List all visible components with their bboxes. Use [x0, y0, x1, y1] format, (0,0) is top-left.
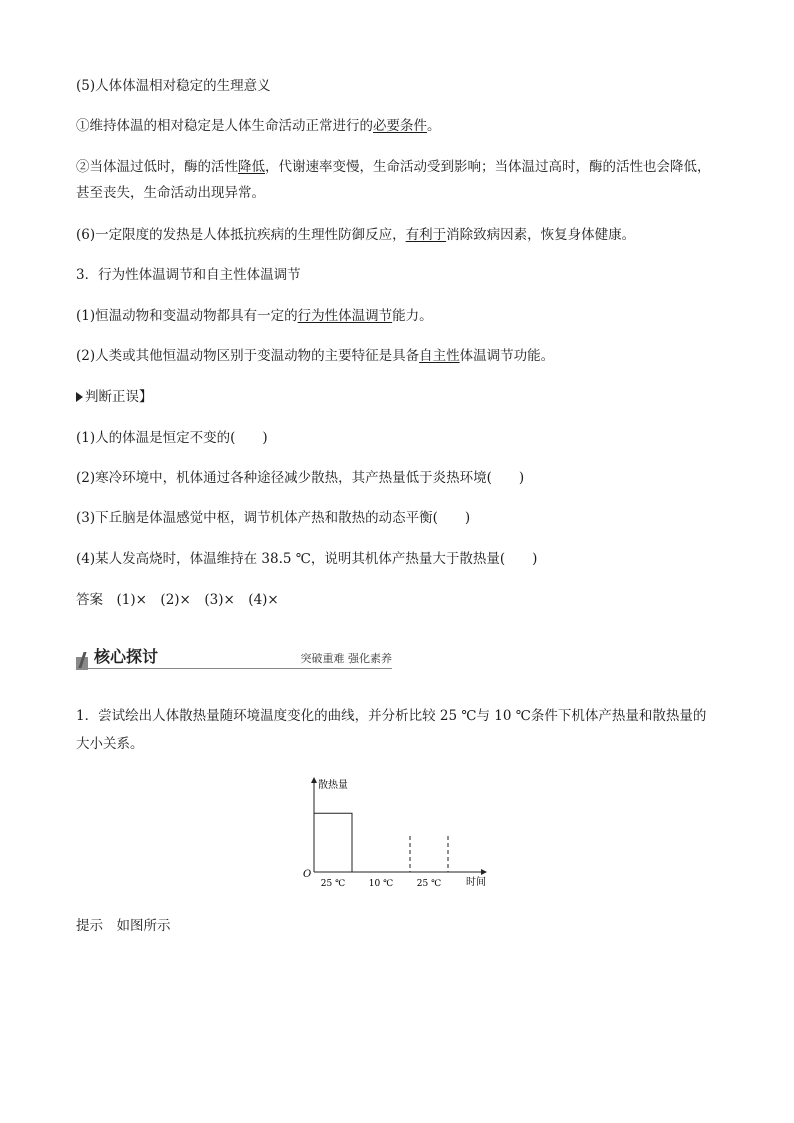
section-subtitle: 突破重难 强化素养: [300, 652, 392, 665]
segment-label: 25 ℃: [320, 879, 346, 889]
x-axis-label: 时间: [466, 877, 486, 888]
s3-item-2-text: (2)人类或其他恒温动物区别于变温动物的主要特征是具备: [76, 348, 420, 364]
p5-item-1: [76, 116, 726, 136]
segment-label: 25 ℃: [416, 879, 442, 889]
heat-dissipation-series-line: [314, 813, 462, 872]
p6: [76, 225, 726, 245]
origin-label: O: [303, 869, 312, 880]
s3-title: 3．行为性体温调节和自主性体温调节: [76, 267, 301, 283]
bracket-tag-icon: [76, 392, 83, 402]
judge-title: [76, 387, 726, 407]
section-header: [76, 646, 392, 670]
question-1-line-1: 1．尝试绘出人体散热量随环境温度变化的曲线，并分析比较 25 ℃与 10 ℃条件下机体产热量和散热量的: [76, 708, 707, 724]
p5-item-2-underlined: 降低: [238, 159, 265, 175]
p5-item-1-end: 。: [427, 118, 441, 134]
judge-item-4: (4)某人发高烧时，体温维持在 38.5 ℃，说明其机体产热量大于散热量( ): [76, 551, 538, 567]
judge-item-2: (2)寒冷环境中，机体通过各种途径减少散热，其产热量低于炎热环境( ): [76, 470, 525, 486]
section-title: 核心探讨: [94, 647, 159, 666]
p5-item-2-rest: ，代谢速率变慢，生命活动受到影响；当体温过高时，酶的活性也会降低，: [265, 159, 711, 175]
s3-item-1-underlined: 行为性体温调节: [297, 308, 393, 324]
p5-item-2-text: ②当体温过低时，酶的活性: [76, 159, 238, 175]
segment-label: 10 ℃: [368, 879, 394, 889]
section-rule: [88, 668, 392, 669]
p5-item-1-underlined: 必要条件: [373, 118, 427, 134]
heat-dissipation-chart: [298, 772, 498, 894]
p6-text: (6)一定限度的发热是人体抵抗疾病的生理性防御反应，: [76, 227, 406, 243]
s3-item-1-text: (1)恒温动物和变温动物都具有一定的: [76, 308, 298, 324]
s3-item-1-end: 能力。: [392, 308, 433, 324]
p6-underlined: 有利于: [405, 227, 447, 243]
answer: 答案 (1)× (2)× (3)× (4)×: [76, 592, 279, 608]
judge-item-3: (3)下丘脑是体温感觉中枢，调节机体产热和散热的动态平衡( ): [76, 510, 471, 526]
p5-title: (5)人体体温相对稳定的生理意义: [76, 78, 271, 94]
question-1-line-2: 大小关系。: [76, 736, 144, 752]
p5-item-2-cont: 甚至丧失，生命活动出现异常。: [76, 185, 265, 201]
s3-item-1: [76, 306, 726, 326]
s3-item-2: [76, 346, 726, 366]
judge-title-text: 判断正误】: [85, 389, 153, 405]
p5-item-1-text: ①维持体温的相对稳定是人体生命活动正常进行的: [76, 118, 373, 134]
p5-item-2: [76, 157, 726, 177]
y-axis-label: 散热量: [318, 780, 348, 791]
s3-item-2-underlined: 自主性: [419, 348, 460, 364]
p6-end: 消除致病因素，恢复身体健康。: [446, 227, 636, 243]
hint: 提示 如图所示: [76, 918, 171, 934]
s3-item-2-end: 体温调节功能。: [459, 348, 555, 364]
judge-item-1: (1)人的体温是恒定不变的( ): [76, 430, 268, 446]
